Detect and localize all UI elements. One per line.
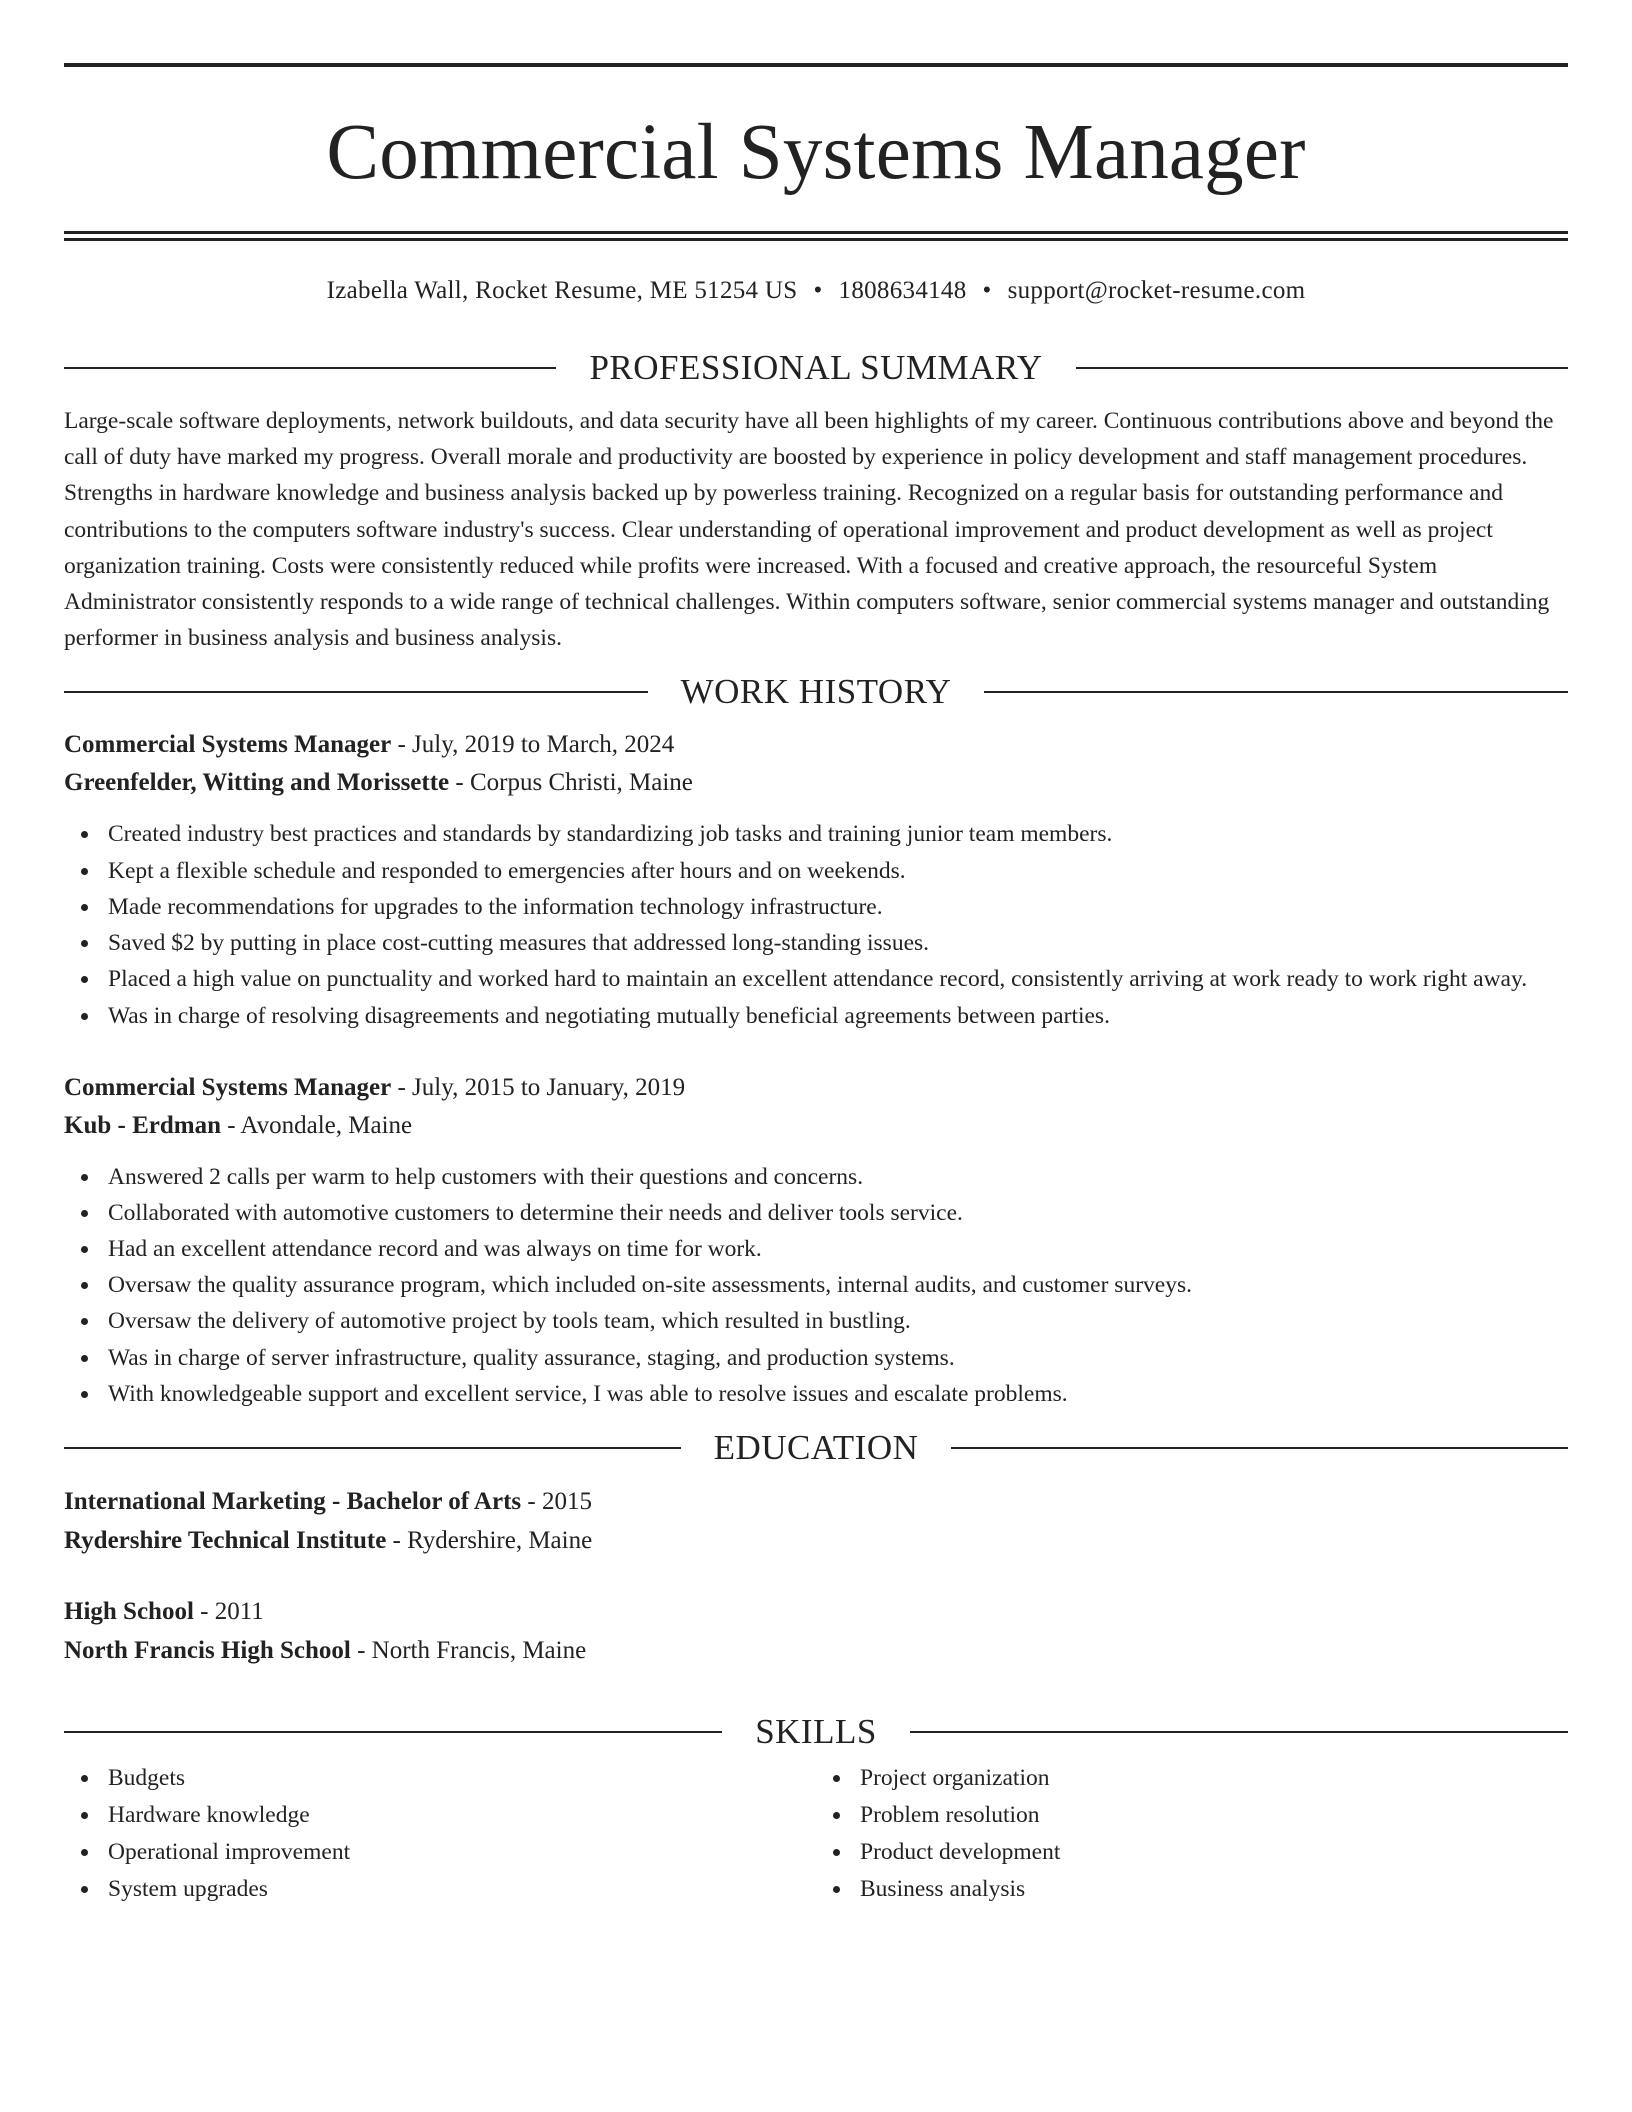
skill-item: System upgrades: [108, 1871, 816, 1908]
summary-text: Large-scale software deployments, network buildouts, and data security have all been highlights of my career. Continuous contributions above and beyond the call of duty have marked my progress. Overall morale and productivity are boosted by experience in policy development and staff management procedures. Strengths in hardware knowledge and business analysis backed up by powerless training. Recognized on a regular basis for outstanding performance and contributions to the computers software industry's success. Clear understanding of operational improvement and product development as well as project organization training. Costs were consistently reduced while profits were increased. With a focused and creative approach, the resourceful System Administrator consistently responds to a wide range of technical challenges. Within computers software, senior commercial systems manager and outstanding performer in business analysis and business analysis.: [64, 408, 1554, 652]
heading-rule-right: [951, 1447, 1568, 1449]
contact-address: Izabella Wall, Rocket Resume, ME 51254 US: [326, 277, 798, 304]
list-item: Placed a high value on punctuality and worked hard to maintain an excellent attendance record, consistently arriving at work ready to work right away.: [108, 961, 1568, 997]
skill-item: Project organization: [860, 1760, 1568, 1797]
job-entry: [64, 726, 1568, 1034]
job-location: - Corpus Christi, Maine: [449, 769, 693, 797]
list-item: Was in charge of resolving disagreements and negotiating mutually beneficial agreements between parties.: [108, 998, 1568, 1034]
skill-item: Budgets: [108, 1760, 816, 1797]
heading-rule-right: [1076, 367, 1568, 369]
education-degree: International Marketing - Bachelor of Arts: [64, 1488, 522, 1516]
education-school: Rydershire Technical Institute: [64, 1527, 387, 1555]
skill-item: Business analysis: [860, 1871, 1568, 1908]
top-rule: [64, 63, 1568, 67]
job-bullets: [64, 816, 1568, 1034]
job-company: Kub - Erdman: [64, 1111, 221, 1139]
education-school-line: [64, 1521, 1568, 1560]
list-item: Was in charge of server infrastructure, quality assurance, staging, and production systems.: [108, 1340, 1568, 1376]
heading-rule-left: [64, 691, 648, 693]
section-heading-skills: [64, 1710, 1568, 1754]
education-year: - 2011: [193, 1598, 264, 1626]
job-title-line: [64, 1069, 1568, 1107]
heading-rule-right: [984, 691, 1568, 693]
heading-rule-left: [64, 1731, 722, 1733]
contact-separator: •: [813, 277, 823, 304]
job-title: Commercial Systems Manager: [64, 731, 392, 759]
education-school-line: [64, 1631, 1568, 1670]
job-location: - Avondale, Maine: [220, 1111, 413, 1139]
section-heading-label: EDUCATION: [713, 1428, 919, 1468]
section-heading-summary: [64, 346, 1568, 390]
list-item: Oversaw the quality assurance program, which included on-site assessments, internal audits, and customer surveys.: [108, 1267, 1568, 1303]
section-heading-label: PROFESSIONAL SUMMARY: [589, 348, 1043, 387]
section-heading-education: [64, 1426, 1568, 1470]
list-item: Collaborated with automotive customers to determine their needs and deliver tools service.: [108, 1195, 1568, 1231]
list-item: Oversaw the delivery of automotive project by tools team, which resulted in bustling.: [108, 1303, 1568, 1339]
page-title: Commercial Systems Manager: [326, 109, 1306, 196]
education-year: - 2015: [521, 1488, 592, 1516]
heading-rule-left: [64, 367, 556, 369]
skill-item: Problem resolution: [860, 1797, 1568, 1834]
list-item: With knowledgeable support and excellent service, I was able to resolve issues and escalate problems.: [108, 1376, 1568, 1412]
education-location: - Rydershire, Maine: [386, 1527, 593, 1555]
section-heading-work-history: [64, 670, 1568, 714]
list-item: Had an excellent attendance record and was always on time for work.: [108, 1231, 1568, 1267]
skill-item: Product development: [860, 1834, 1568, 1871]
job-company-line: [64, 764, 1568, 802]
heading-rule-left: [64, 1447, 681, 1449]
education-degree-line: [64, 1482, 1568, 1521]
list-item: Kept a flexible schedule and responded to emergencies after hours and on weekends.: [108, 853, 1568, 889]
section-heading-label: WORK HISTORY: [680, 672, 952, 712]
job-title-line: [64, 726, 1568, 764]
section-heading-label: SKILLS: [755, 1712, 877, 1752]
heading-rule-right: [910, 1731, 1568, 1733]
list-item: Created industry best practices and standards by standardizing job tasks and training junior team members.: [108, 816, 1568, 852]
contact-email[interactable]: support@rocket-resume.com: [1007, 277, 1306, 304]
education-degree-line: [64, 1592, 1568, 1631]
job-dates: - July, 2019 to March, 2024: [391, 731, 675, 759]
skill-item: Operational improvement: [108, 1834, 816, 1871]
skills-list-left: [64, 1760, 816, 1908]
contact-line: [64, 274, 1568, 308]
job-dates: - July, 2015 to January, 2019: [391, 1073, 686, 1101]
title-double-rule: [64, 231, 1568, 241]
skills-list-right: [816, 1760, 1568, 1908]
education-school: North Francis High School: [64, 1637, 351, 1665]
job-bullets: [64, 1159, 1568, 1412]
job-title: Commercial Systems Manager: [64, 1073, 392, 1101]
job-company-line: [64, 1107, 1568, 1145]
education-degree: High School: [64, 1598, 194, 1626]
job-entry: [64, 1069, 1568, 1412]
job-company: Greenfelder, Witting and Morissette: [64, 769, 450, 797]
list-item: Answered 2 calls per warm to help customers with their questions and concerns.: [108, 1159, 1568, 1195]
list-item: Saved $2 by putting in place cost-cutting measures that addressed long-standing issues.: [108, 925, 1568, 961]
education-location: - North Francis, Maine: [350, 1637, 587, 1665]
education-entry: [64, 1482, 1568, 1560]
contact-separator: •: [982, 277, 992, 304]
skills-columns: [64, 1760, 1568, 1908]
skill-item: Hardware knowledge: [108, 1797, 816, 1834]
list-item: Made recommendations for upgrades to the information technology infrastructure.: [108, 889, 1568, 925]
education-entry: [64, 1592, 1568, 1670]
contact-phone: 1808634148: [838, 277, 967, 304]
